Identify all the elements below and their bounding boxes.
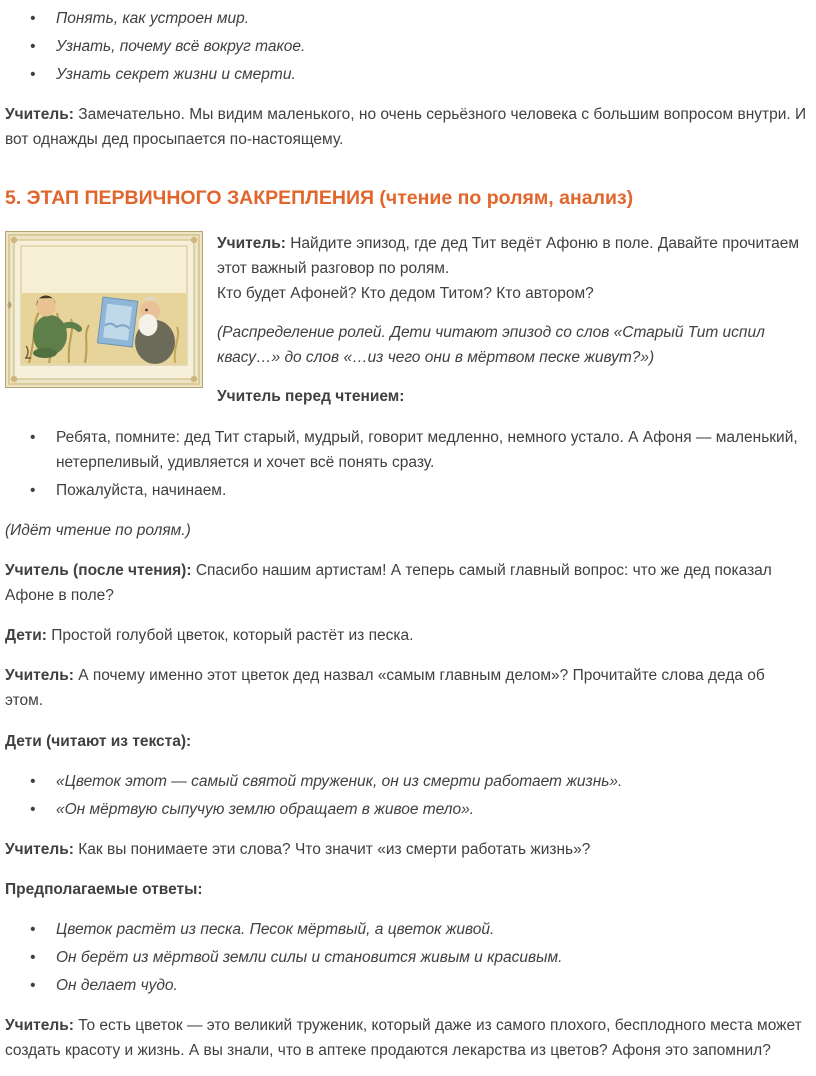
blue-picture (97, 297, 137, 347)
reading-instructions (217, 231, 809, 410)
paragraph-text: Найдите эпизод, где дед Тит ведёт Афоню в поле. Давайте прочитаем этот важный разговор по ролям. (217, 234, 799, 277)
speaker-label: Дети: (5, 627, 47, 645)
goals-list (5, 6, 809, 87)
reading-in-progress-note: (Идёт чтение по ролям.) (5, 521, 191, 539)
speaker-label: Учитель: (5, 106, 74, 124)
reading-tips-list (5, 425, 809, 503)
paragraph-text: Спасибо нашим артистам! А теперь самый главный вопрос: что же дед показал Афоне в поле? (5, 561, 772, 605)
paragraph-text: Замечательно. Мы видим маленького, но очень серьёзного человека с большим вопросом внутри. И вот однажды дед просыпается по-настоящему. (5, 106, 807, 149)
quotes-list (5, 769, 809, 822)
stage-direction-note: (Распределение ролей. Дети читают эпизод со слов «Старый Тит испил квасу…» до слов «…из чего они в мёртвом песке живут?») (217, 324, 765, 367)
reading-media-row (5, 231, 809, 410)
before-reading-label: Учитель перед чтением: (217, 388, 405, 406)
list-item: • Узнать секрет жизни и смерти. (29, 62, 809, 87)
teacher-paragraph (217, 231, 807, 306)
speaker-label: Учитель: (217, 234, 286, 252)
list-item: • Понять, как устроен мир. (29, 6, 809, 31)
paragraph-text: Кто будет Афоней? Кто дедом Титом? Кто автором? (217, 285, 594, 303)
expected-answers-list (5, 917, 809, 998)
speaker-label: Учитель: (5, 840, 74, 858)
list-item: • Пожалуйста, начинаем. (29, 478, 809, 503)
list-item: • Ребята, помните: дед Тит старый, мудрый, говорит медленно, немного устало. А Афоня — маленький, нетерпеливый, удивляется и хочет всё понять сразу. (29, 425, 809, 475)
teacher-summary-paragraph (5, 1013, 807, 1063)
list-item: • Он берёт из мёртвой земли силы и становится живым и красивым. (29, 945, 809, 970)
list-item: • «Он мёртвую сыпучую землю обращает в живое тело». (29, 797, 809, 822)
teacher-after-reading-paragraph (5, 558, 807, 608)
paragraph-text: Простой голубой цветок, который растёт из песка. (51, 627, 414, 645)
speaker-label: Учитель (после чтения): (5, 561, 192, 579)
list-item: • Узнать, почему всё вокруг такое. (29, 34, 809, 59)
children-read-label: Дети (читают из текста): (5, 732, 192, 750)
teacher-why-paragraph (5, 663, 807, 713)
scene (21, 246, 187, 365)
story-illustration (5, 231, 203, 388)
paragraph-text: А почему именно этот цветок дед назвал «самым главным делом»? Прочитайте слова деда об этом. (5, 667, 765, 710)
illustration-svg (5, 231, 203, 388)
expected-answers-label: Предполагаемые ответы: (5, 880, 203, 898)
teacher-intro-paragraph (5, 102, 807, 152)
speaker-label: Учитель: (5, 667, 74, 685)
paragraph-text: То есть цветок — это великий труженик, который даже из самого плохого, бесплодного места может создать красоту и жизнь. А вы знали, что в аптеке продаются лекарства из цветов? Афоня это запомнил? (5, 1017, 802, 1060)
teacher-meaning-paragraph (5, 837, 807, 862)
section-heading: 5. ЭТАП ПЕРВИЧНОГО ЗАКРЕПЛЕНИЯ (чтение по ролям, анализ) (5, 186, 634, 209)
list-item: • Он делает чудо. (29, 973, 809, 998)
list-item: • «Цветок этот — самый святой труженик, он из смерти работает жизнь». (29, 769, 809, 794)
paragraph-text: Как вы понимаете эти слова? Что значит «из смерти работать жизнь»? (78, 840, 591, 858)
speaker-label: Учитель: (5, 1017, 74, 1035)
children-answer-paragraph (5, 623, 807, 648)
lesson-plan-document (5, 6, 809, 1064)
list-item: • Цветок растёт из песка. Песок мёртвый, а цветок живой. (29, 917, 809, 942)
